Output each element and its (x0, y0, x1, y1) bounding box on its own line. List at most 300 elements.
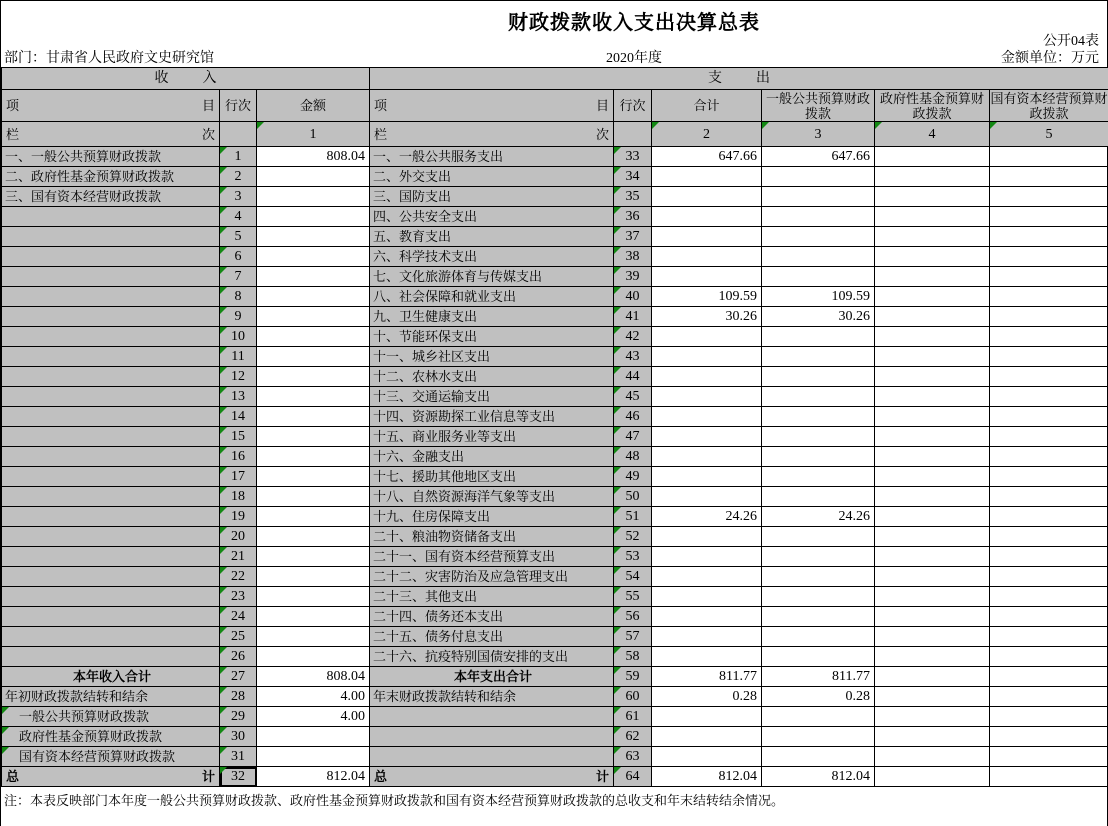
expense-total-cell[interactable] (652, 207, 762, 227)
income-amount-cell[interactable] (257, 227, 370, 247)
expense-general-cell[interactable] (762, 647, 875, 667)
income-rowno-cell[interactable]: 27 (220, 667, 257, 687)
expense-total-cell[interactable] (652, 387, 762, 407)
expense-fund-cell[interactable] (875, 167, 990, 187)
income-amount-cell[interactable]: 812.04 (257, 767, 370, 787)
income-amount-cell[interactable] (257, 547, 370, 567)
expense-total-cell[interactable] (652, 567, 762, 587)
income-item-cell[interactable] (2, 267, 220, 287)
expense-general-cell[interactable]: 109.59 (762, 287, 875, 307)
income-amount-cell[interactable] (257, 347, 370, 367)
expense-general-cell[interactable] (762, 607, 875, 627)
expense-general-cell[interactable] (762, 707, 875, 727)
expense-fund-cell[interactable] (875, 607, 990, 627)
income-rowno-cell[interactable]: 12 (220, 367, 257, 387)
expense-item-cell[interactable]: 十八、自然资源海洋气象等支出 (370, 487, 614, 507)
income-rowno-cell[interactable]: 32 (220, 767, 257, 787)
income-rowno-cell[interactable]: 18 (220, 487, 257, 507)
expense-capital-cell[interactable] (990, 687, 1108, 707)
income-item-cell[interactable] (2, 407, 220, 427)
income-item-cell[interactable]: 本年收入合计 (2, 667, 220, 687)
expense-total-cell[interactable] (652, 427, 762, 447)
expense-fund-cell[interactable] (875, 587, 990, 607)
income-amount-cell[interactable] (257, 587, 370, 607)
income-amount-cell[interactable] (257, 387, 370, 407)
expense-fund-cell[interactable] (875, 627, 990, 647)
income-rowno-cell[interactable]: 1 (220, 147, 257, 167)
expense-general-cell[interactable] (762, 387, 875, 407)
expense-rowno-cell[interactable]: 50 (614, 487, 652, 507)
income-item-cell[interactable]: 一般公共预算财政拨款 (2, 707, 220, 727)
income-amount-cell[interactable] (257, 527, 370, 547)
income-rowno-cell[interactable]: 19 (220, 507, 257, 527)
expense-capital-cell[interactable] (990, 307, 1108, 327)
expense-general-cell[interactable] (762, 447, 875, 467)
expense-total-cell[interactable] (652, 367, 762, 387)
expense-general-cell[interactable] (762, 327, 875, 347)
income-amount-cell[interactable] (257, 747, 370, 767)
expense-rowno-cell[interactable]: 42 (614, 327, 652, 347)
expense-item-cell[interactable]: 十二、农林水支出 (370, 367, 614, 387)
income-rowno-cell[interactable]: 14 (220, 407, 257, 427)
expense-total-cell[interactable] (652, 267, 762, 287)
expense-total-cell[interactable] (652, 407, 762, 427)
income-rowno-cell[interactable]: 8 (220, 287, 257, 307)
income-section-header (2, 68, 370, 90)
expense-general-cell[interactable]: 812.04 (762, 767, 875, 787)
income-item-cell[interactable]: 政府性基金预算财政拨款 (2, 727, 220, 747)
expense-fund-cell[interactable] (875, 147, 990, 167)
expense-item-cell[interactable]: 十九、住房保障支出 (370, 507, 614, 527)
expense-fund-cell[interactable] (875, 407, 990, 427)
expense-fund-cell[interactable] (875, 307, 990, 327)
income-item-cell[interactable] (2, 487, 220, 507)
expense-total-cell[interactable] (652, 627, 762, 647)
income-amount-cell[interactable] (257, 247, 370, 267)
expense-total-cell[interactable] (652, 347, 762, 367)
income-item-cell[interactable] (2, 607, 220, 627)
expense-general-cell[interactable] (762, 367, 875, 387)
expense-total-cell[interactable]: 811.77 (652, 667, 762, 687)
empty-header-cell (220, 122, 257, 147)
expense-item-cell[interactable]: 十一、城乡社区支出 (370, 347, 614, 367)
expense-fund-cell[interactable] (875, 687, 990, 707)
expense-item-cell[interactable]: 十、节能环保支出 (370, 327, 614, 347)
income-rowno-cell[interactable]: 4 (220, 207, 257, 227)
expense-general-cell[interactable] (762, 227, 875, 247)
income-rowno-cell[interactable]: 7 (220, 267, 257, 287)
expense-general-cell[interactable] (762, 567, 875, 587)
expense-rowno-cell[interactable]: 53 (614, 547, 652, 567)
expense-total-cell[interactable] (652, 707, 762, 727)
income-amount-cell[interactable]: 4.00 (257, 687, 370, 707)
expense-fund-cell[interactable] (875, 727, 990, 747)
expense-general-cell[interactable]: 647.66 (762, 147, 875, 167)
expense-total-cell[interactable] (652, 747, 762, 767)
expense-fund-cell[interactable] (875, 647, 990, 667)
expense-capital-cell[interactable] (990, 667, 1108, 687)
expense-capital-cell[interactable] (990, 347, 1108, 367)
income-amount-cell[interactable] (257, 407, 370, 427)
expense-general-cell[interactable] (762, 427, 875, 447)
expense-capital-cell[interactable] (990, 427, 1108, 447)
expense-total-cell[interactable] (652, 467, 762, 487)
expense-fund-cell[interactable] (875, 487, 990, 507)
expense-total-cell[interactable]: 0.28 (652, 687, 762, 707)
expense-capital-cell[interactable] (990, 147, 1108, 167)
expense-general-cell[interactable] (762, 627, 875, 647)
expense-rowno-cell[interactable]: 58 (614, 647, 652, 667)
expense-capital-cell[interactable] (990, 447, 1108, 467)
income-rowno-cell[interactable]: 30 (220, 727, 257, 747)
expense-item-cell[interactable]: 九、卫生健康支出 (370, 307, 614, 327)
expense-total-cell[interactable]: 812.04 (652, 767, 762, 787)
income-item-cell[interactable] (2, 207, 220, 227)
expense-total-cell[interactable] (652, 727, 762, 747)
expense-item-cell[interactable]: 三、国防支出 (370, 187, 614, 207)
income-rowno-cell[interactable]: 15 (220, 427, 257, 447)
expense-item-cell[interactable]: 六、科学技术支出 (370, 247, 614, 267)
expense-item-cell[interactable]: 八、社会保障和就业支出 (370, 287, 614, 307)
income-amount-cell[interactable] (257, 447, 370, 467)
expense-fund-cell[interactable] (875, 387, 990, 407)
income-amount-cell[interactable] (257, 327, 370, 347)
expense-general-cell[interactable]: 811.77 (762, 667, 875, 687)
table-code-label: 公开04表 (1043, 34, 1099, 49)
income-item-cell[interactable] (2, 387, 220, 407)
expense-item-cell[interactable]: 二十一、国有资本经营预算支出 (370, 547, 614, 567)
income-rowno-cell[interactable]: 31 (220, 747, 257, 767)
expense-total-cell[interactable] (652, 487, 762, 507)
expense-fund-cell[interactable] (875, 767, 990, 787)
expense-capital-cell[interactable] (990, 187, 1108, 207)
expense-total-cell[interactable]: 647.66 (652, 147, 762, 167)
expense-general-cell[interactable] (762, 747, 875, 767)
expense-general-cell[interactable] (762, 247, 875, 267)
income-amount-cell[interactable] (257, 567, 370, 587)
income-item-cell[interactable] (2, 547, 220, 567)
income-amount-cell[interactable] (257, 647, 370, 667)
char: 计 (201, 769, 215, 784)
expense-item-cell[interactable]: 十五、商业服务业等支出 (370, 427, 614, 447)
income-rowno-cell[interactable]: 2 (220, 167, 257, 187)
expense-rowno-cell[interactable]: 37 (614, 227, 652, 247)
expense-capital-cell[interactable] (990, 647, 1108, 667)
income-rowno-cell[interactable]: 29 (220, 707, 257, 727)
expense-capital-cell[interactable] (990, 747, 1108, 767)
expense-fund-cell[interactable] (875, 247, 990, 267)
income-item-cell[interactable] (2, 567, 220, 587)
expense-rowno-cell[interactable]: 54 (614, 567, 652, 587)
income-rowno-cell[interactable]: 22 (220, 567, 257, 587)
expense-capital-cell[interactable] (990, 547, 1108, 567)
income-item-cell[interactable]: 年初财政拨款结转和结余 (2, 687, 220, 707)
income-item-cell[interactable]: 国有资本经营预算财政拨款 (2, 747, 220, 767)
expense-item-cell[interactable]: 二十二、灾害防治及应急管理支出 (370, 567, 614, 587)
expense-capital-cell[interactable] (990, 467, 1108, 487)
expense-rowno-cell[interactable]: 38 (614, 247, 652, 267)
expense-item-cell[interactable]: 年末财政拨款结转和结余 (370, 687, 614, 707)
income-amount-cell[interactable] (257, 207, 370, 227)
income-amount-cell[interactable]: 4.00 (257, 707, 370, 727)
expense-general-cell[interactable] (762, 527, 875, 547)
expense-fund-cell[interactable] (875, 507, 990, 527)
expense-item-cell[interactable]: 十三、交通运输支出 (370, 387, 614, 407)
expense-general-cell[interactable] (762, 587, 875, 607)
expense-item-cell[interactable] (370, 767, 614, 787)
expense-item-cell[interactable]: 十七、援助其他地区支出 (370, 467, 614, 487)
char: 栏 (6, 126, 20, 142)
expense-total-cell[interactable] (652, 527, 762, 547)
expense-fund-cell[interactable] (875, 567, 990, 587)
expense-fund-cell[interactable] (875, 667, 990, 687)
char: 次 (595, 126, 609, 142)
income-item-cell[interactable] (2, 247, 220, 267)
expense-fund-cell[interactable] (875, 227, 990, 247)
income-rowno-cell[interactable]: 5 (220, 227, 257, 247)
income-item-cell[interactable] (2, 367, 220, 387)
expense-item-cell[interactable]: 一、一般公共服务支出 (370, 147, 614, 167)
expense-rowno-cell[interactable]: 64 (614, 767, 652, 787)
expense-general-cell[interactable]: 0.28 (762, 687, 875, 707)
expense-item-cell[interactable] (370, 727, 614, 747)
expense-rowno-cell[interactable]: 60 (614, 687, 652, 707)
page-title: 财政拨款收入支出决算总表 (508, 12, 760, 34)
expense-item-cell[interactable]: 二十三、其他支出 (370, 587, 614, 607)
expense-capital-cell[interactable] (990, 267, 1108, 287)
expense-total-cell[interactable] (652, 227, 762, 247)
income-item-cell[interactable]: 二、政府性基金预算财政拨款 (2, 167, 220, 187)
income-amount-cell[interactable] (257, 507, 370, 527)
expense-general-cell[interactable] (762, 187, 875, 207)
expense-item-cell[interactable]: 二十、粮油物资储备支出 (370, 527, 614, 547)
expense-rowno-cell[interactable]: 41 (614, 307, 652, 327)
expense-total-cell[interactable] (652, 167, 762, 187)
expense-rowno-cell[interactable]: 48 (614, 447, 652, 467)
expense-rowno-cell[interactable]: 33 (614, 147, 652, 167)
income-amount-cell[interactable] (257, 267, 370, 287)
income-item-cell[interactable] (2, 307, 220, 327)
income-amount-cell[interactable] (257, 427, 370, 447)
income-amount-cell[interactable] (257, 307, 370, 327)
expense-fund-cell[interactable] (875, 467, 990, 487)
expense-rowno-cell[interactable]: 49 (614, 467, 652, 487)
income-item-cell[interactable] (2, 467, 220, 487)
income-item-cell[interactable]: 一、一般公共预算财政拨款 (2, 147, 220, 167)
income-item-cell[interactable] (2, 587, 220, 607)
expense-general-cell[interactable] (762, 207, 875, 227)
expense-item-cell[interactable] (370, 747, 614, 767)
income-amount-cell[interactable] (257, 627, 370, 647)
expense-total-cell[interactable]: 24.26 (652, 507, 762, 527)
expense-rowno-cell[interactable]: 47 (614, 427, 652, 447)
expense-fund-cell[interactable] (875, 547, 990, 567)
expense-general-cell[interactable]: 30.26 (762, 307, 875, 327)
income-item-cell[interactable] (2, 287, 220, 307)
expense-fund-cell[interactable] (875, 747, 990, 767)
expense-total-cell[interactable] (652, 587, 762, 607)
expense-rowno-cell[interactable]: 39 (614, 267, 652, 287)
expense-rowno-cell[interactable]: 57 (614, 627, 652, 647)
expense-general-cell[interactable] (762, 347, 875, 367)
expense-fund-cell[interactable] (875, 267, 990, 287)
expense-rowno-cell[interactable]: 61 (614, 707, 652, 727)
income-rowno-cell[interactable]: 17 (220, 467, 257, 487)
income-rowno-cell[interactable]: 3 (220, 187, 257, 207)
income-item-cell[interactable] (2, 507, 220, 527)
expense-capital-cell[interactable] (990, 367, 1108, 387)
expense-rowno-cell[interactable]: 51 (614, 507, 652, 527)
expense-general-cell[interactable] (762, 267, 875, 287)
income-item-cell[interactable] (2, 447, 220, 467)
char: 计 (595, 769, 609, 784)
expense-fund-cell[interactable] (875, 367, 990, 387)
expense-general-cell[interactable] (762, 727, 875, 747)
expense-capital-cell[interactable] (990, 567, 1108, 587)
income-item-cell[interactable] (2, 227, 220, 247)
expense-total-cell[interactable] (652, 187, 762, 207)
expense-capital-cell[interactable] (990, 167, 1108, 187)
income-rowno-cell[interactable]: 28 (220, 687, 257, 707)
income-rowno-cell[interactable]: 23 (220, 587, 257, 607)
income-amount-cell[interactable] (257, 187, 370, 207)
income-amount-cell[interactable]: 808.04 (257, 667, 370, 687)
expense-general-cell[interactable] (762, 167, 875, 187)
income-amount-cell[interactable] (257, 467, 370, 487)
expense-rowno-cell[interactable]: 44 (614, 367, 652, 387)
expense-item-cell[interactable]: 十六、金融支出 (370, 447, 614, 467)
expense-capital-cell[interactable] (990, 247, 1108, 267)
expense-fund-cell[interactable] (875, 707, 990, 727)
expense-rowno-cell[interactable]: 52 (614, 527, 652, 547)
expense-total-cell[interactable] (652, 647, 762, 667)
income-rowno-cell[interactable]: 24 (220, 607, 257, 627)
income-item-cell[interactable] (2, 647, 220, 667)
expense-rowno-cell[interactable]: 62 (614, 727, 652, 747)
income-amount-cell[interactable] (257, 287, 370, 307)
expense-total-cell[interactable] (652, 447, 762, 467)
income-rowno-cell[interactable]: 10 (220, 327, 257, 347)
expense-fund-cell[interactable] (875, 347, 990, 367)
expense-capital-cell[interactable] (990, 587, 1108, 607)
expense-fund-cell[interactable] (875, 427, 990, 447)
expense-item-cell[interactable] (370, 707, 614, 727)
expense-rowno-cell[interactable]: 34 (614, 167, 652, 187)
income-item-cell[interactable] (2, 767, 220, 787)
expense-fund-cell[interactable] (875, 187, 990, 207)
income-amount-cell[interactable] (257, 727, 370, 747)
expense-rowno-cell[interactable]: 63 (614, 747, 652, 767)
expense-total-cell[interactable]: 30.26 (652, 307, 762, 327)
income-item-cell[interactable] (2, 427, 220, 447)
expense-item-cell[interactable]: 四、公共安全支出 (370, 207, 614, 227)
income-amount-cell[interactable] (257, 367, 370, 387)
expense-fund-cell[interactable] (875, 207, 990, 227)
expense-general-cell[interactable] (762, 487, 875, 507)
income-item-cell[interactable] (2, 527, 220, 547)
expense-general-cell[interactable] (762, 547, 875, 567)
expense-item-cell[interactable]: 七、文化旅游体育与传媒支出 (370, 267, 614, 287)
expense-total-cell[interactable] (652, 547, 762, 567)
expense-rowno-cell[interactable]: 43 (614, 347, 652, 367)
expense-capital-cell[interactable] (990, 507, 1108, 527)
expense-rowno-cell[interactable]: 45 (614, 387, 652, 407)
expense-capital-cell[interactable] (990, 207, 1108, 227)
expense-total-cell[interactable] (652, 247, 762, 267)
income-amount-cell[interactable] (257, 167, 370, 187)
expense-item-cell[interactable]: 二十六、抗疫特别国债安排的支出 (370, 647, 614, 667)
expense-capital-cell[interactable] (990, 527, 1108, 547)
income-rowno-cell[interactable]: 13 (220, 387, 257, 407)
expense-capital-cell[interactable] (990, 627, 1108, 647)
expense-total-cell[interactable] (652, 607, 762, 627)
expense-item-cell[interactable]: 二十五、债务付息支出 (370, 627, 614, 647)
income-rowno-cell[interactable]: 26 (220, 647, 257, 667)
expense-general-cell[interactable] (762, 407, 875, 427)
expense-total-column-header: 合计 (652, 90, 762, 122)
expense-rowno-cell[interactable]: 59 (614, 667, 652, 687)
income-rowno-cell[interactable]: 6 (220, 247, 257, 267)
expense-capital-cell[interactable] (990, 287, 1108, 307)
char: 栏 (374, 126, 388, 142)
expense-general-cell[interactable]: 24.26 (762, 507, 875, 527)
expense-fund-cell[interactable] (875, 447, 990, 467)
income-amount-cell[interactable] (257, 607, 370, 627)
expense-capital-cell[interactable] (990, 387, 1108, 407)
income-rowno-cell[interactable]: 9 (220, 307, 257, 327)
expense-item-cell[interactable]: 本年支出合计 (370, 667, 614, 687)
income-rowno-cell[interactable]: 16 (220, 447, 257, 467)
expense-fund-cell[interactable] (875, 287, 990, 307)
expense-rowno-cell[interactable]: 35 (614, 187, 652, 207)
expense-rowno-cell[interactable]: 55 (614, 587, 652, 607)
expense-fund-cell[interactable] (875, 327, 990, 347)
income-amount-cell[interactable] (257, 487, 370, 507)
expense-item-cell[interactable]: 十四、资源勘探工业信息等支出 (370, 407, 614, 427)
income-rowno-cell[interactable]: 25 (220, 627, 257, 647)
expense-lanci-header (370, 122, 614, 147)
income-rowno-cell[interactable]: 20 (220, 527, 257, 547)
expense-total-cell[interactable]: 109.59 (652, 287, 762, 307)
expense-capital-cell[interactable] (990, 607, 1108, 627)
expense-capital-cell[interactable] (990, 487, 1108, 507)
income-rowno-cell[interactable]: 11 (220, 347, 257, 367)
expense-capital-cell[interactable] (990, 727, 1108, 747)
expense-fund-cell[interactable] (875, 527, 990, 547)
income-amount-cell[interactable]: 808.04 (257, 147, 370, 167)
expense-general-cell[interactable] (762, 467, 875, 487)
income-item-cell[interactable] (2, 627, 220, 647)
budget-table (1, 67, 1108, 787)
expense-capital-cell[interactable] (990, 407, 1108, 427)
income-item-cell[interactable] (2, 347, 220, 367)
expense-capital-cell[interactable] (990, 767, 1108, 787)
income-item-cell[interactable]: 三、国有资本经营财政拨款 (2, 187, 220, 207)
expense-rowno-cell[interactable]: 36 (614, 207, 652, 227)
income-rowno-cell[interactable]: 21 (220, 547, 257, 567)
expense-item-cell[interactable]: 二十四、债务还本支出 (370, 607, 614, 627)
expense-item-cell[interactable]: 二、外交支出 (370, 167, 614, 187)
income-item-cell[interactable] (2, 327, 220, 347)
expense-capital-cell[interactable] (990, 327, 1108, 347)
expense-item-cell[interactable]: 五、教育支出 (370, 227, 614, 247)
expense-rowno-cell[interactable]: 46 (614, 407, 652, 427)
expense-capital-cell[interactable] (990, 707, 1108, 727)
expense-capital-cell[interactable] (990, 227, 1108, 247)
expense-rowno-cell[interactable]: 40 (614, 287, 652, 307)
expense-rowno-cell[interactable]: 56 (614, 607, 652, 627)
expense-total-cell[interactable] (652, 327, 762, 347)
